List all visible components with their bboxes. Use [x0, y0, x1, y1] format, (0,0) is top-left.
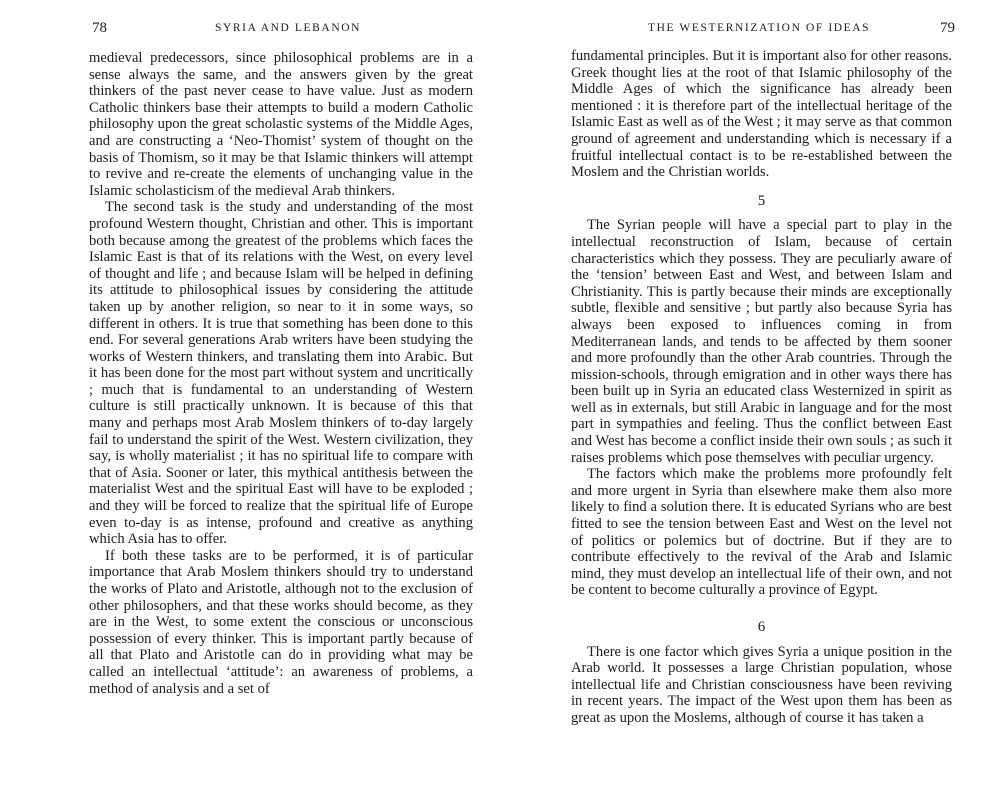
page-number: 79: [940, 20, 955, 36]
running-head: SYRIA AND LEBANON: [215, 22, 362, 34]
page-number: 78: [92, 20, 107, 36]
body-text: [571, 48, 952, 727]
paragraph: fundamental principles. But it is important also for other reasons. Greek thought lies at the root of that Islamic philosophy of the Middle Ages of which the significance has already been mentioned : it is therefore part of the intellectual heritage of the Islamic East as well as of the West ; it may serve as that common ground of agreement and understanding which is necessary if a fruitful intellectual contact is to be re-established between the Moslem and the Christian worlds.: [571, 48, 952, 181]
paragraph: There is one factor which gives Syria a unique position in the Arab world. It possesses a large Christian population, whose intellectual life and Christian consciousness have been reviving in recent years. The impact of the West upon them has been as great as upon the Moslems, although of course it has taken a: [571, 643, 952, 726]
body-text: [89, 50, 473, 697]
paragraph: The factors which make the problems more profoundly felt and more urgent in Syria than elsewhere make them also more likely to find a solution there. It is educated Syrians who are best fitted to see the tension between East and West on the level not of politics or polemics but of doctrine. But if they are to contribute effectively to the revival of the Arab and Islamic mind, they must develop an intellectual life of their own, and not be content to become culturally a province of Egypt.: [571, 466, 952, 599]
paragraph: The second task is the study and understanding of the most profound Western thought, Christian and other. This is important both because among the greatest of the problems which faces the Islamic East is that of its relations with the West, on every level of thought and life ; and because Islam will be helped in defining its attitude to philosophical issues by considering the attitude taken up by another religion, so near to it in some ways, so different in others. It is true that something has been done to this end. For several generations Arab writers have been studying the works of Western thinkers, and translating them into Arabic. But it has been done for the most part without system and uncritically ; much that is fundamental to an understanding of Western culture is still practically unknown. It is because of this that many and perhaps most Arab Moslem thinkers of to-day largely fail to understand the spirit of the West. Western civilization, they say, is wholly materialist ; it has no spiritual life to compare with that of Asia. Sooner or later, this mythical antithesis between the materialist West and the spiritual East will have to be exploded ; and they will be forced to realize that the spiritual life of Europe even to-day is as intense, profound and creative as anything which Asia has to offer.: [89, 199, 473, 548]
section-number: 5: [757, 192, 766, 209]
paragraph: If both these tasks are to be performed, it is of particular importance that Arab Moslem thinkers should try to understand the works of Plato and Aristotle, although not to the exclusion of other philosophers, and that these works should become, as they are in the West, to some extent the conscious or unconscious possession of every thinker. This is important partly because of all that Plato and Aristotle can do in providing what may be called an intellectual ‘attitude’: an awareness of problems, a method of analysis and a set of: [89, 547, 473, 697]
paragraph: medieval predecessors, since philosophical problems are in a sense always the same, and the answers given by the great thinkers of the past never cease to have value. Just as modern Catholic thinkers base their attempts to build a modern Catholic philosophy upon the great scholastic systems of the Middle Ages, and are constructing a ‘Neo-Thomist’ system of thought on the basis of Thomism, so it may be that Islamic thinkers will attempt to revive and re-create the elements of unchanging value in the Islamic scholasticism of the medieval Arab thinkers.: [89, 50, 473, 199]
section-number: 6: [757, 619, 766, 635]
paragraph: The Syrian people will have a special part to play in the intellectual reconstruction of Islam, because of certain characteristics which they possess. They are peculiarly aware of the ‘tension’ between East and West, and between Islam and Christianity. This is partly because their minds are exceptionally subtle, flexible and sensitive ; but partly also because Syria has always been exposed to influences coming in from Mediterranean lands, and tends to be affected by them sooner and more profoundly than the other Arab countries. Through the mission-schools, through emigration and in other ways there has been built up in Syria an educated class Westernized in spirit as well as in externals, but still Arabic in language and for the most part in sympathies and feeling. Thus the conflict between East and West has become a conflict inside their own souls ; as such it raises problems which pose themselves with peculiar urgency.: [571, 217, 952, 466]
right-page: [500, 0, 998, 795]
running-head: THE WESTERNIZATION OF IDEAS: [648, 22, 871, 34]
divider: [571, 599, 952, 607]
